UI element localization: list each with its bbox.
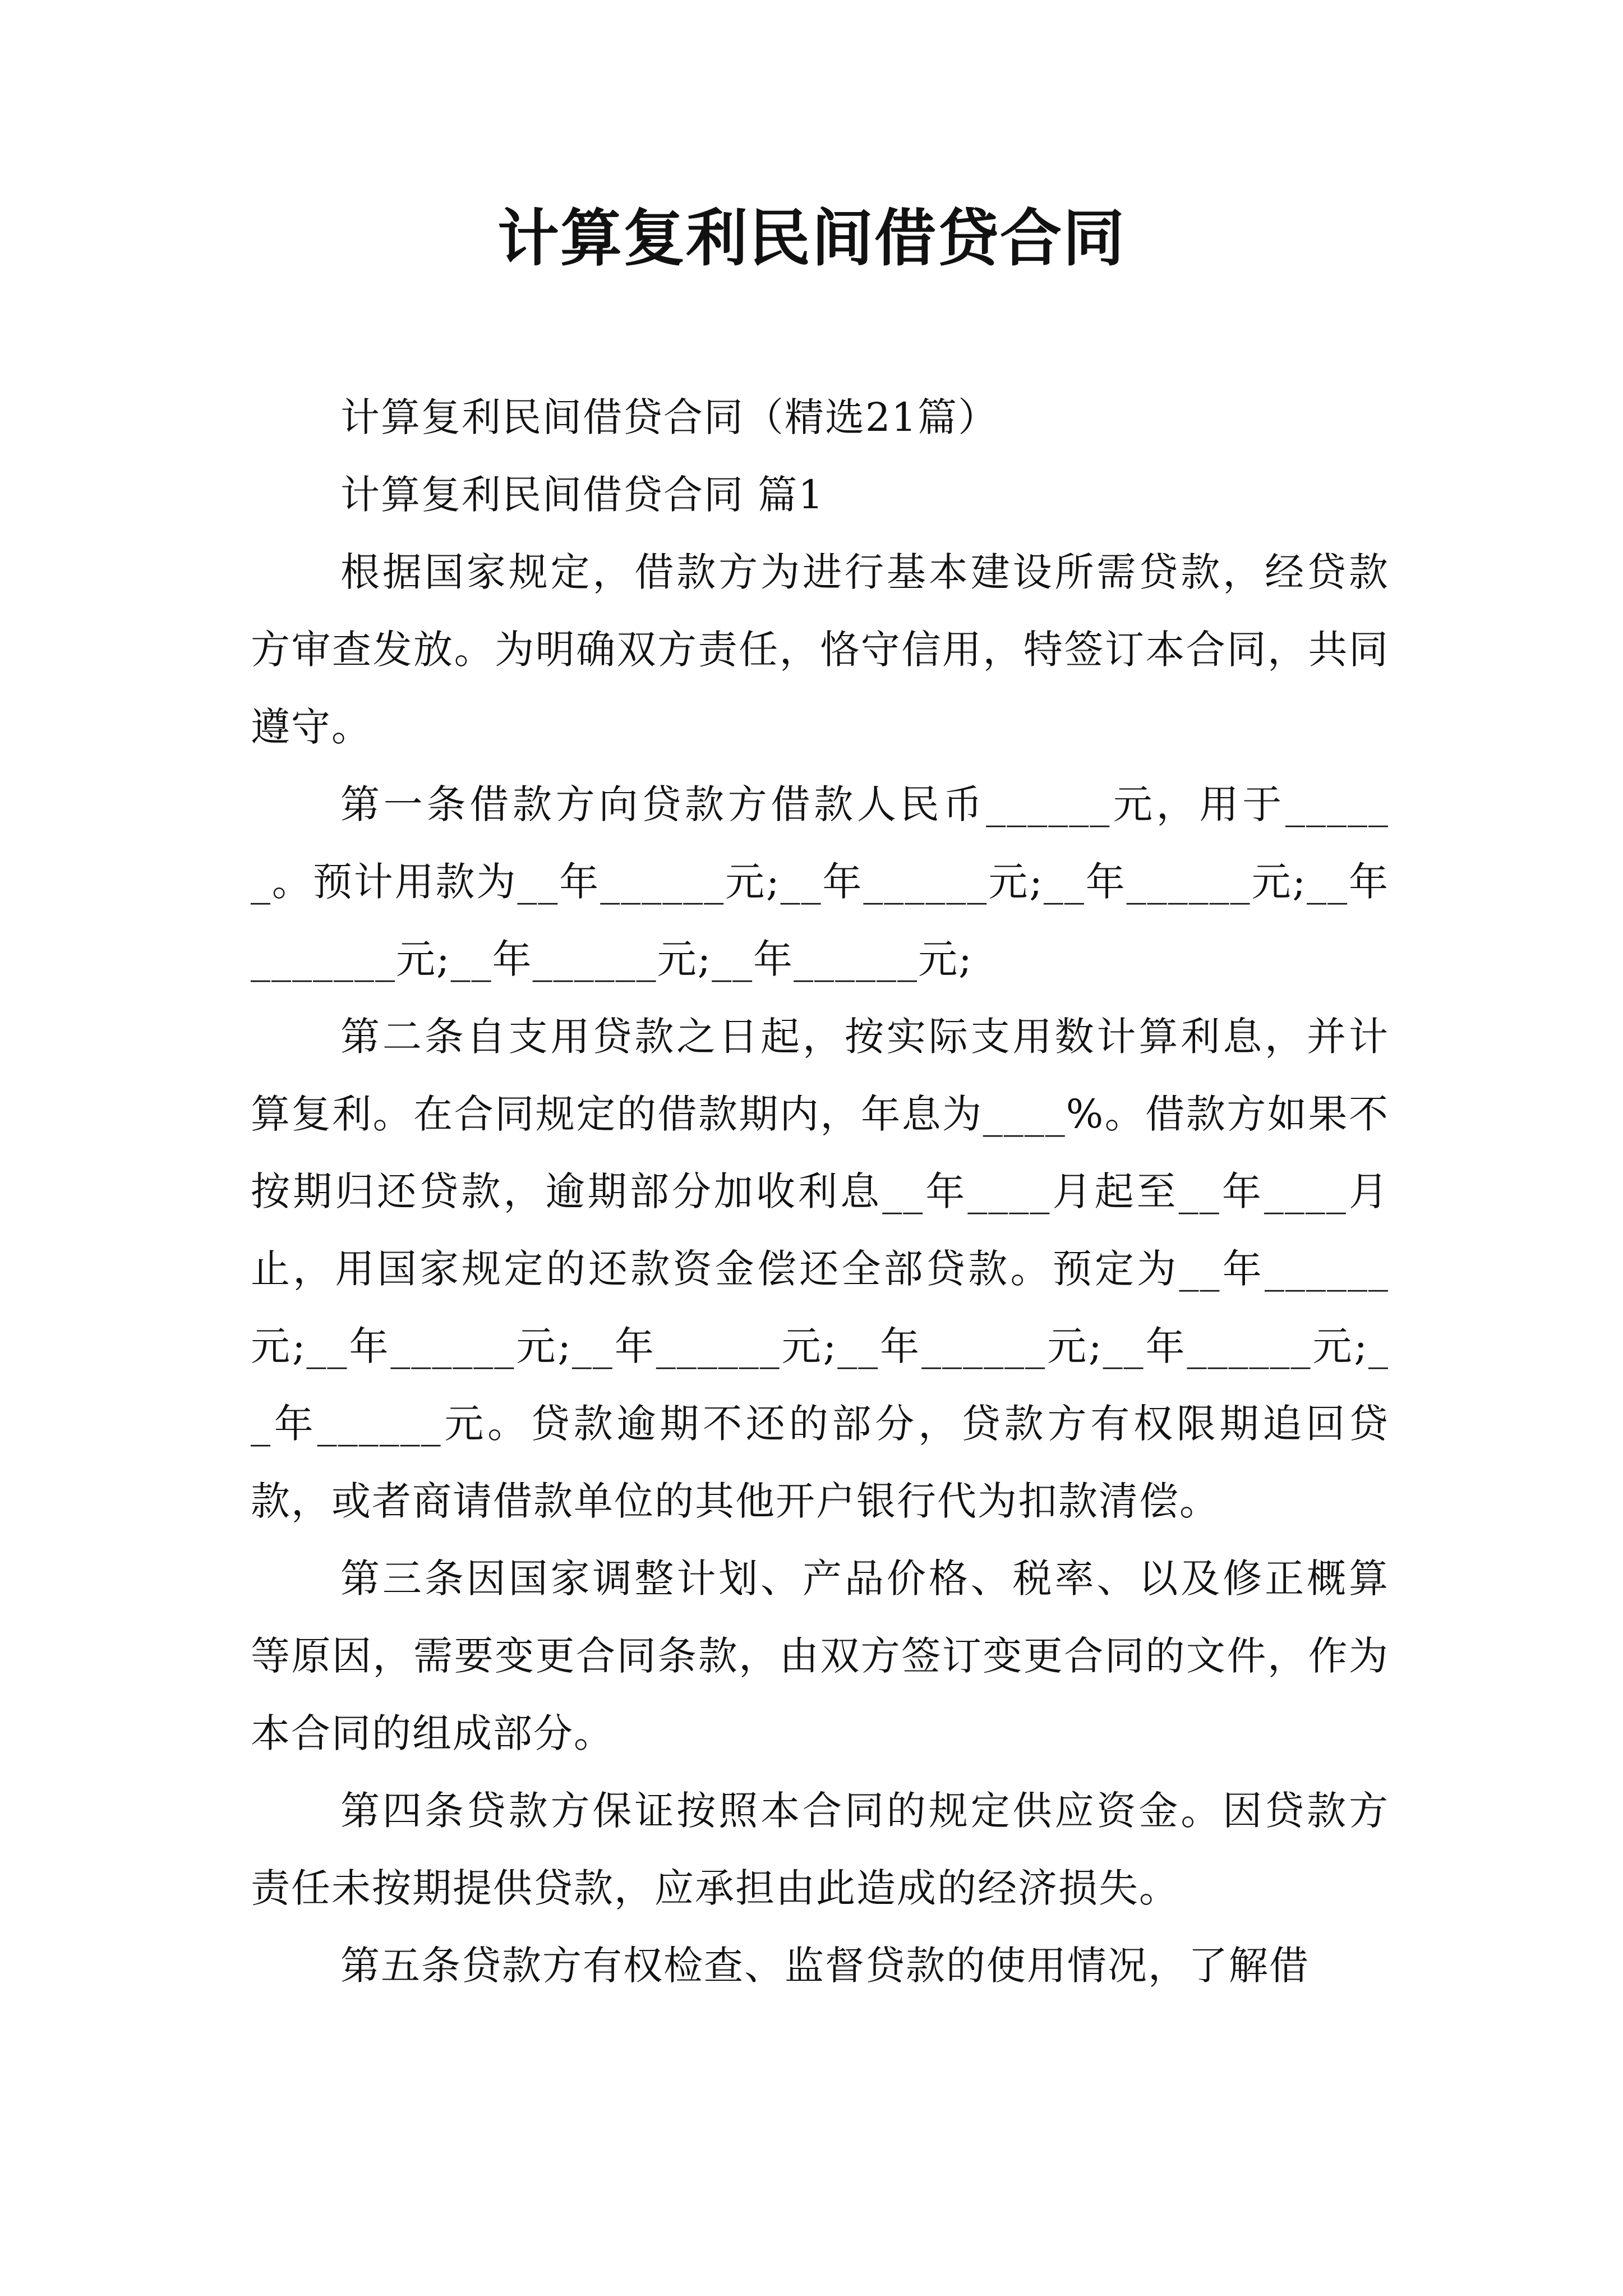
document-body: [251, 379, 1389, 2004]
paragraph-article-5: 第五条贷款方有权检查、监督贷款的使用情况，了解借: [340, 1943, 1310, 1989]
paragraph-article-1: 第一条借款方向贷款方借款人民币______元，用于______。预计用款为__年______元;__年______元;__年______元;__年_______元;__年______元;__年______元;: [251, 781, 1389, 982]
subtitle-collection: 计算复利民间借贷合同（精选21篇）: [340, 394, 999, 440]
paragraph-article-4: 第四条贷款方保证按照本合同的规定供应资金。因贷款方责任未按期提供贷款，应承担由此造成的经济损失。: [251, 1788, 1389, 1911]
paragraph-intro: 根据国家规定，借款方为进行基本建设所需贷款，经贷款方审查发放。为明确双方责任，恪守信用，特签订本合同，共同遵守。: [251, 549, 1389, 750]
document-title: 计算复利民间借贷合同: [497, 202, 1126, 274]
paragraph-article-3: 第三条因国家调整计划、产品价格、税率、以及修正概算等原因，需要变更合同条款，由双方签订变更合同的文件，作为本合同的组成部分。: [251, 1556, 1389, 1756]
paragraph-article-2: 第二条自支用贷款之日起，按实际支用数计算利息，并计算复利。在合同规定的借款期内，年息为____%。借款方如果不按期归还贷款，逾期部分加收利息__年____月起至__年____月止，用国家规定的还款资金偿还全部贷款。预定为__年______元;__年______元;__年______元;__年______元;__年______元;__年______元。贷款逾期不还的部分，贷款方有权限期追回贷款，或者商请借款单位的其他开户银行代为扣款清偿。: [251, 1014, 1389, 1524]
section-heading: 计算复利民间借贷合同 篇1: [340, 472, 824, 518]
